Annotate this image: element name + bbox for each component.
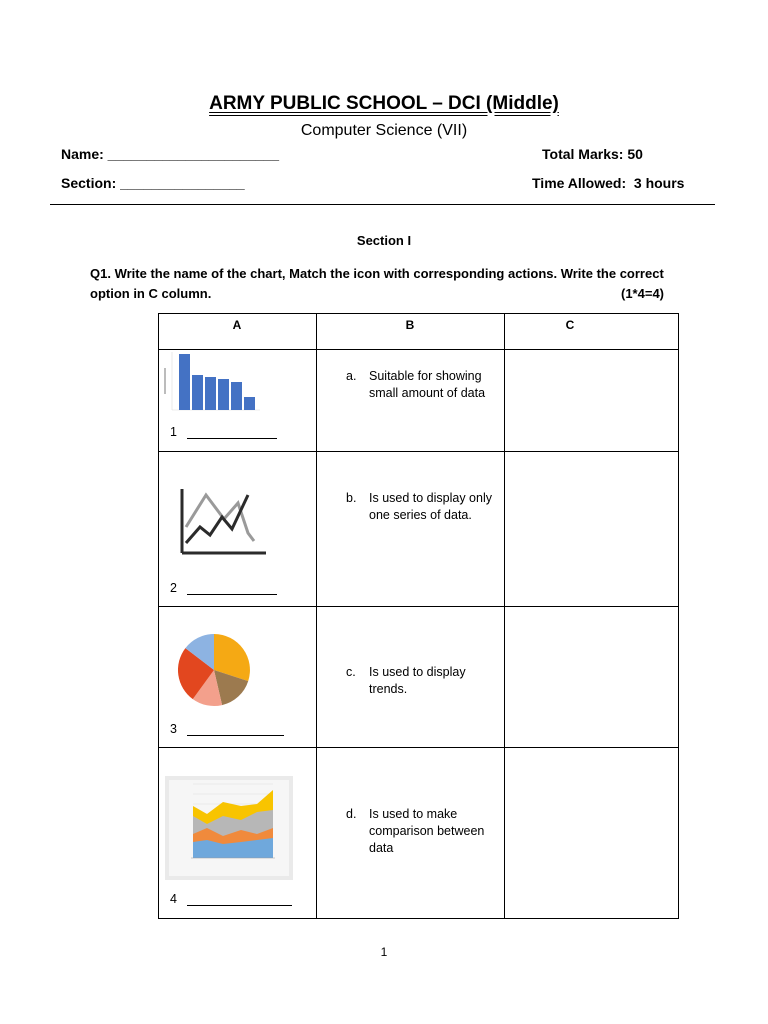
answer-blank-4[interactable] [187,905,292,906]
row-number-1: 1 [170,425,177,439]
option-d-text: Is used to make comparison between data [369,807,485,855]
table-border-bottom [158,918,679,919]
school-title: ARMY PUBLIC SCHOOL – DCI (Middle) [209,93,559,114]
answer-blank-1[interactable] [187,438,277,439]
name-field-label: Name: ______________________ [61,146,279,162]
header-divider [50,204,715,205]
table-col-divider-1 [316,313,317,919]
table-border-right [678,313,679,919]
question-1 [90,264,670,304]
answer-blank-2[interactable] [187,594,277,595]
table-row-divider [158,747,679,748]
table-row-divider [158,606,679,607]
total-marks: Total Marks: 50 [542,146,643,162]
column-header-c: C [565,318,575,332]
table-row-divider [158,451,679,452]
section-field-label: Section: ________________ [61,175,245,191]
page-number: 1 [380,945,388,959]
question-1-marks: (1*4=4) [621,286,664,301]
row-number-3: 3 [170,722,177,736]
table-border-left [158,313,159,919]
column-header-b: B [405,318,415,332]
column-header-a: A [232,318,242,332]
option-a-text: Suitable for showing small amount of data [369,369,486,400]
option-b-text: Is used to display only one series of data. [369,491,492,522]
answer-blank-3[interactable] [187,735,284,736]
area-chart-icon [165,776,293,880]
question-1-text: Q1. Write the name of the chart, Match the icon with corresponding actions. Write the correct option in C column. [90,266,664,301]
option-d-letter: d. [346,807,357,821]
bar-chart-icon [162,350,262,412]
subject-title: Computer Science (VII) [300,122,468,139]
time-allowed: Time Allowed: 3 hours [532,175,685,191]
pie-chart-icon [171,630,257,710]
table-border-top [158,313,679,314]
row-number-4: 4 [170,892,177,906]
section-title: Section I [356,233,412,248]
option-a-letter: a. [346,369,357,383]
option-c-text: Is used to display trends. [369,665,466,696]
row-number-2: 2 [170,581,177,595]
line-chart-icon [176,485,268,559]
table-col-divider-2 [504,313,505,919]
option-b-letter: b. [346,491,357,505]
option-c-letter: c. [346,665,356,679]
